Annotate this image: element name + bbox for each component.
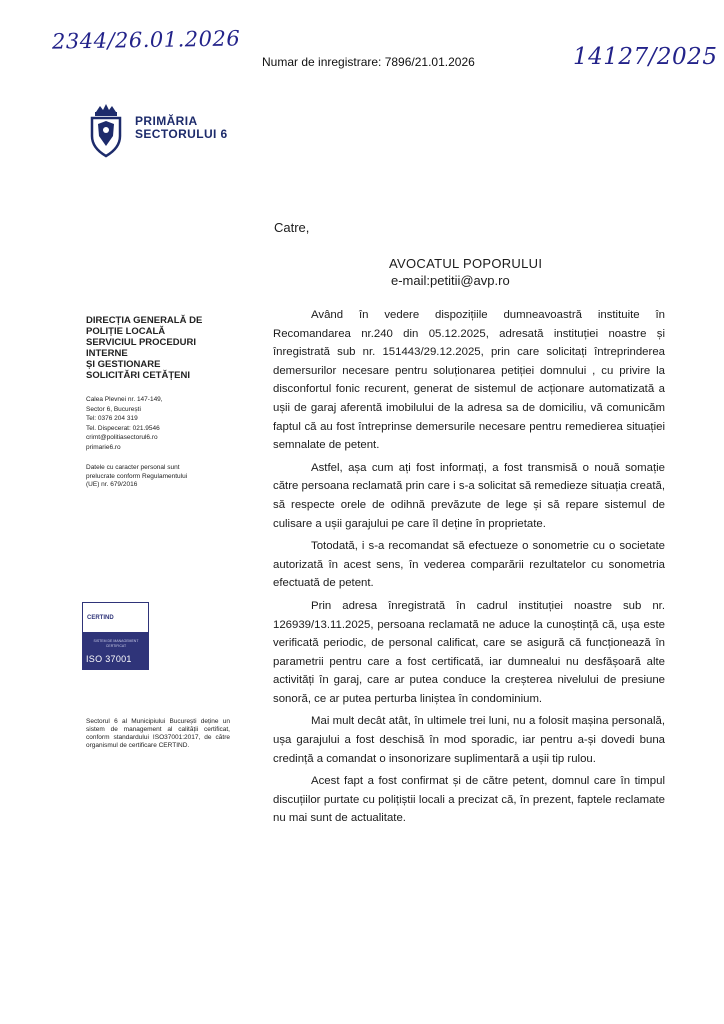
certificate-standard: ISO 37001 [86, 654, 132, 664]
certind-logo-text: CERTIND [87, 615, 114, 621]
contact-phone: Tel: 0376 204 319 [86, 415, 138, 422]
department-line: ȘI GESTIONARE [86, 359, 161, 370]
handwritten-registration-left: 2344/26.01.2026 [51, 26, 241, 54]
logo-wordmark [135, 115, 228, 141]
certind-logo [82, 602, 149, 633]
logo-line-2: SECTORULUI 6 [135, 127, 228, 141]
addressee-email: e-mail:petitii@avp.ro [391, 273, 510, 288]
certind-iso-badge [82, 602, 149, 670]
department-line: DIRECȚIA GENERALĂ DE [86, 315, 203, 326]
contact-email: crimt@politiasectorul6.ro [86, 434, 158, 441]
body-paragraph: Astfel, așa cum ați fost informați, a fost transmisă o nouă somație către persoana reclamată prin care i s-a solicitat să remedieze situația creată, să respecte orele de odihnă prevăzute de lege și să repare sistemul de culisare a ușii garajului pe care îl deține în proprietate. [273, 461, 665, 530]
handwritten-registration-right: 14127/2025 [573, 44, 718, 70]
department-line: SERVICIUL PROCEDURI [86, 337, 196, 348]
gdpr-notice: Datele cu caracter personal sunt prelucrate conform Regulamentului (UE) nr. 679/2016 [86, 464, 188, 488]
sector6-crest-icon [88, 102, 124, 158]
contact-website: primarie6.ro [86, 443, 121, 451]
department-line: POLIȚIE LOCALĂ [86, 326, 166, 337]
certificate-subtitle: SISTEM DE MANAGEMENT CERTIFICAT [93, 639, 139, 648]
body-paragraph: Având în vedere dispozițiile dumneavoastră instituite în Recomandarea nr.240 din 05.12.2025, adresată instituției noastre și înregistrată sub nr. 151443/29.12.2025, prin care solicitați întreprinderea demersurilor necesare pentru soluționarea petiției domnului , cu privire la disconfortul fonic recurent, generat de sistemul de acționare automatizată a ușii de garaj aferentă imobilului de la adresa sa de domiciliu, vă comunicăm faptul că au fost întreprinse demersurile necesare pentru remedierea situației semnalate de petent. [273, 309, 665, 452]
department-line: INTERNE [86, 348, 128, 359]
department-line: SOLICITĂRI CETĂȚENI [86, 370, 190, 381]
letter-body [273, 306, 665, 832]
addressee-title: AVOCATUL POPORULUI [389, 256, 543, 271]
registration-number: Numar de inregistrare: 7896/21.01.2026 [262, 55, 475, 69]
management-system-note: Sectorul 6 al Municipiului București deține un sistem de management al calității certificat, conform standardului ISO37001:2017, de către organismul de certificare CERTIND. [86, 718, 230, 749]
contact-address: Calea Plevnei nr. 147-149, [86, 396, 163, 403]
body-paragraph: Acest fapt a fost confirmat și de către petent, domnul care în timpul discuțiilor purtate cu polițiștii locali a precizat că, în prezent, faptele reclamate nu mai sunt de actualitate. [273, 775, 665, 825]
addressee-greeting: Catre, [274, 220, 310, 235]
body-paragraph: Mai mult decât atât, în ultimele trei luni, nu a folosit mașina personală, ușa garajului a fost deschisă în mod sporadic, iar pentru a-și dovedi buna credință a comandat o insonorizare suplimentară a ușii tip rulou. [273, 715, 665, 765]
logo-line-1: PRIMĂRIA [135, 114, 198, 128]
sidebar [86, 315, 236, 490]
contact-block [86, 395, 236, 452]
contact-dispatch-phone: Tel. Dispecerat: 021.9546 [86, 424, 160, 432]
body-paragraph: Prin adresa înregistrată în cadrul instituției noastre sub nr. 126939/13.11.2025, persoana reclamată ne aduce la cunoștință că, ușa este verificată periodic, de personal calificat, care se asigură că funcționează în parametrii pentru care a fost certificată, iar dumnealui nu desfășoară alte activități în garaj, care ar putea conduce la creșterea nivelului de presiune sonoră, ce ar putea perturba liniștea în condominium. [273, 599, 665, 705]
body-paragraph: Totodată, i s-a recomandat să efectueze o sonometrie cu o societate autorizată în acest sens, în vederea comparării rezultatelor cu sonometria efectuată de petent. [273, 540, 665, 590]
department-name [86, 315, 236, 381]
contact-sector: Sector 6, București [86, 405, 141, 413]
